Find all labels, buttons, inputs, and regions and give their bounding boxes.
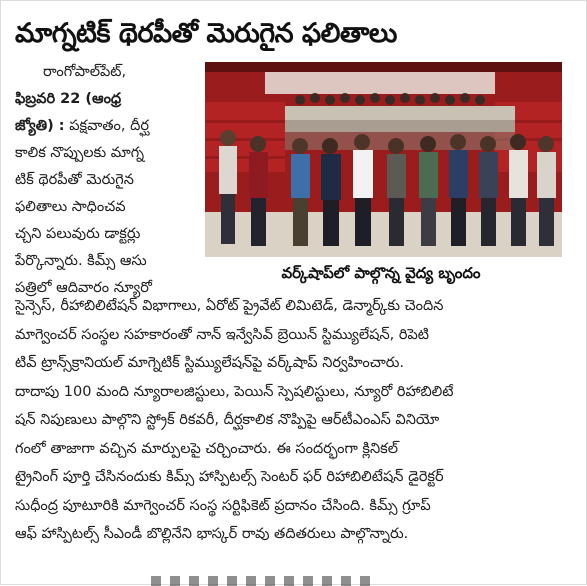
body-line: చ్చని పలువురు డాక్టర్లు	[15, 226, 141, 242]
body-line: గంలో తాజాగా వచ్చిన మార్పులపై చర్చించారు. ఈ సందర్భంగా క్లినికల్	[15, 440, 399, 457]
dateline-row	[15, 113, 201, 140]
body-line: పేర్కొన్నారు. కిమ్స్ ఆసు	[15, 253, 147, 269]
cropped-next-line	[151, 571, 441, 586]
article-headline: మాగ్నటిక్ థెరపీతో మెరుగైన ఫలితాలు	[15, 18, 397, 49]
dateline-place: రాంగోపాల్‌పేట్,	[43, 64, 127, 80]
group-photo	[205, 62, 562, 257]
body-line: టివ్ ట్రాన్స్‌క్రానియల్ మాగ్నెటిక్ స్టిమ్యులేషన్‌పై వర్క్‌షాప్ నిర్వహించారు.	[15, 355, 405, 371]
article-body	[15, 292, 573, 549]
dateline-date: ఫిబ్రవరి 22 (ఆంధ్ర	[15, 91, 122, 107]
photo-caption: వర్క్‌షాప్‌లో పాల్గొన్న వైద్య బృందం	[281, 264, 481, 282]
body-line: దాదాపు 100 మంది న్యూరాలజిస్టులు, పెయిన్ స్పెషలిస్టులు, న్యూరో రిహాబిలిటే	[15, 383, 454, 400]
body-line: ట్రైనింగ్ పూర్తి చేసినందుకు కిమ్స్ హాస్పిటల్స్ సెంటర్ ఫర్ రిహాబిలిటేషన్ డైరెక్టర్	[15, 469, 444, 485]
body-line: షన్ నిపుణులు పాల్గొని స్ట్రోక్ రికవరీ, దీర్ఘకాలిక నొప్పిపై ఆర్‌టీఎంఎస్ వినియో	[15, 412, 440, 428]
body-line: ఆఫ్ హాస్పిటల్స్ సీఎండీ బొల్లినేని భాస్కర్ రావు తదితరులు పాల్గొన్నారు.	[15, 526, 409, 542]
body-line: టిక్ థెరపీతో మెరుగైన	[15, 172, 134, 188]
body-line: సైన్సెస్, రీహాబిలిటేషన్ విభాగాలు, ఏరోట్ ప్రైవేట్ లిమిటెడ్, డెన్మార్క్‌కు చెందిన	[15, 298, 444, 314]
body-line: పక్షవాతం, దీర్ఘ	[69, 118, 149, 134]
body-line: పత్రిలో ఆదివారం న్యూరో	[15, 280, 152, 296]
dateline-source: జ్యోతి) :	[15, 118, 65, 134]
body-line: మాగ్వెంచర్ సంస్థల సహకారంతో నాన్ ఇన్వేసివ్ బ్రెయిన్ స్టిమ్యులేషన్, రిపెటి	[15, 326, 429, 343]
body-line: ఫలితాలు సాధించవ	[15, 199, 126, 215]
body-line: కాలిక నొప్పులకు మాగ్న	[15, 145, 145, 161]
narrow-column	[15, 59, 201, 302]
body-line: సుధీంద్ర పూటూరికి మాగ్వెంచర్ సంస్థ సర్టిఫికెట్ ప్రదానం చేసింది. కిమ్స్ గ్రూప్	[15, 497, 431, 514]
